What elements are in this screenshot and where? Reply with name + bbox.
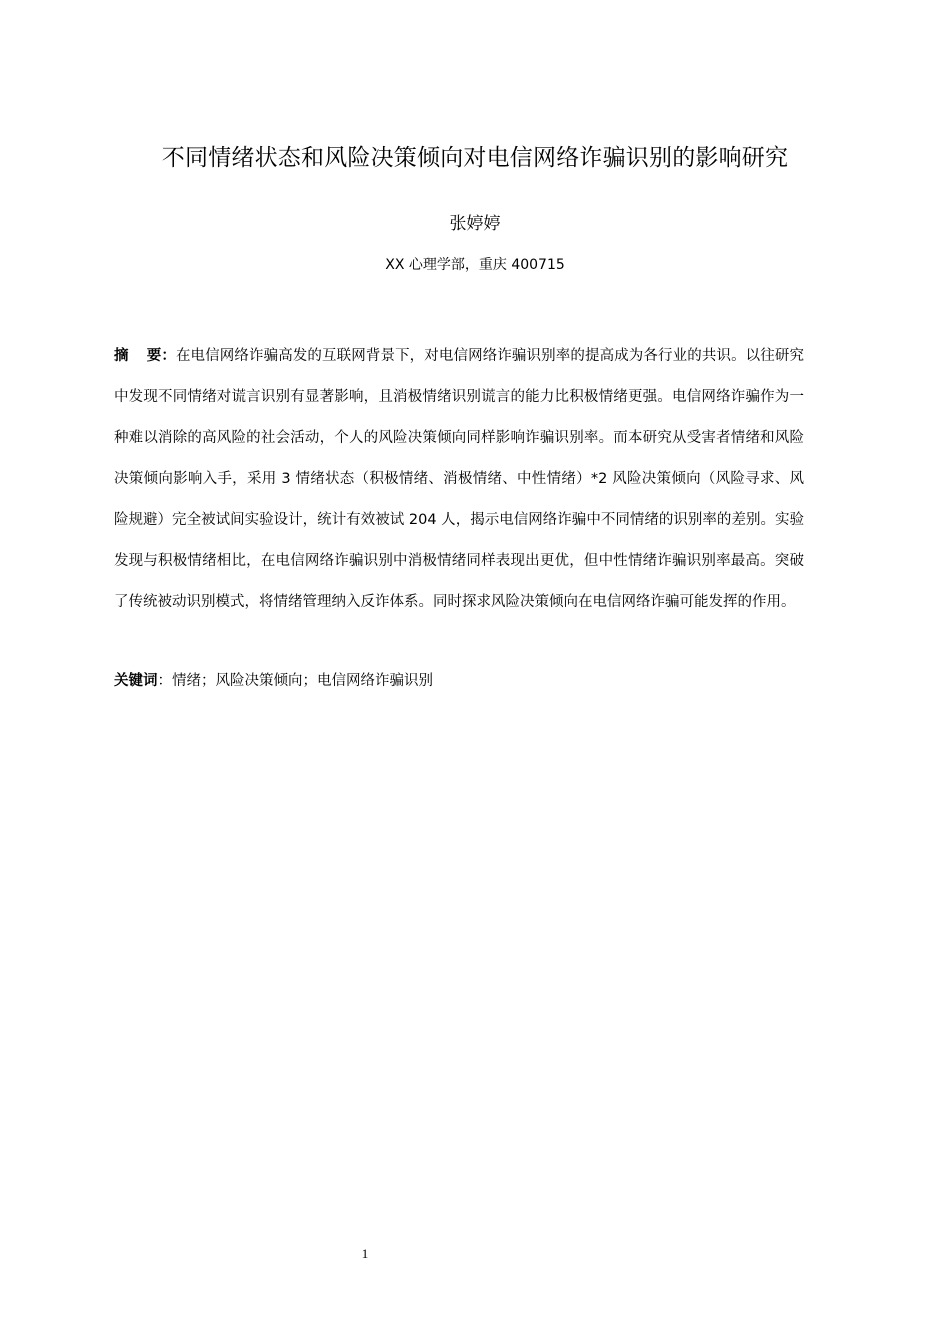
keywords-label: 关键词 [114,673,158,689]
keywords-text: 情绪；风险决策倾向；电信网络诈骗识别 [172,673,433,689]
abstract-paragraph [114,336,804,623]
abstract-label-first: 摘 [114,348,129,364]
author-name: 张婷婷 [449,214,501,234]
keywords-separator: ： [157,673,172,689]
keywords-line [114,666,804,696]
affiliation: XX 心理学部，重庆 400715 [385,257,565,273]
paper-title: 不同情绪状态和风险决策倾向对电信网络诈骗识别的影响研究 [161,145,789,171]
abstract-text: 在电信网络诈骗高发的互联网背景下，对电信网络诈骗识别率的提高成为各行业的共识。以往研究中发现不同情绪对谎言识别有显著影响，且消极情绪识别谎言的能力比积极情绪更强。电信网络诈骗作为一种难以消除的高风险的社会活动，个人的风险决策倾向同样影响诈骗识别率。而本研究从受害者情绪和风险决策倾向影响入手，采用 3 情绪状态（积极情绪、消极情绪、中性情绪）*2 风险决策倾向（风险寻求、风险规避）完全被试间实验设计，统计有效被试 204 人，揭示电信网络诈骗中不同情绪的识别率的差别。实验发现与积极情绪相比，在电信网络诈骗识别中消极情绪同样表现出更优，但中性情绪诈骗识别率最高。突破了传统被动识别模式，将情绪管理纳入反诈体系。同时探求风险决策倾向在电信网络诈骗可能发挥的作用。 [114,348,804,610]
page-number: 1 [361,1246,369,1261]
abstract-label [114,348,176,364]
abstract-label-second: 要： [146,348,176,364]
